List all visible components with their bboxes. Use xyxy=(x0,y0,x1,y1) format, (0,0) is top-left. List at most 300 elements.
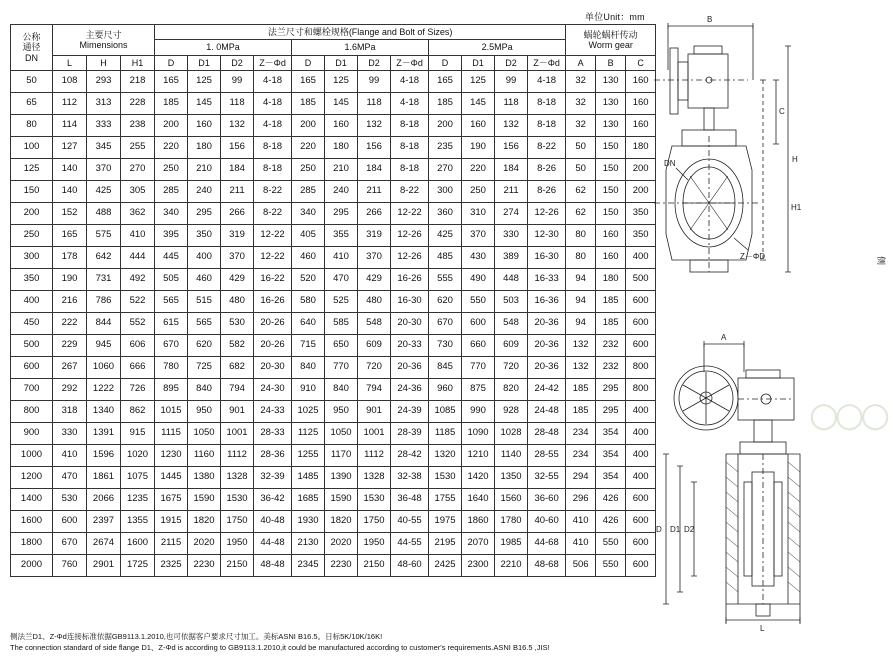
cell-dn: 400 xyxy=(11,291,53,313)
cell-A: 32 xyxy=(566,115,596,137)
cell-L: 190 xyxy=(53,269,87,291)
cell-D1-p16: 1390 xyxy=(325,467,358,489)
cell-H: 642 xyxy=(87,247,121,269)
cell-L: 530 xyxy=(53,489,87,511)
cell-D2-p25: 820 xyxy=(495,379,528,401)
cell-H1: 410 xyxy=(121,225,155,247)
cell-D-p10: 1115 xyxy=(155,423,188,445)
cell-D-p10: 445 xyxy=(155,247,188,269)
table-row xyxy=(11,291,656,313)
cell-D1-p25: 660 xyxy=(462,335,495,357)
cell-D1-p16: 125 xyxy=(325,71,358,93)
cell-D-p25: 620 xyxy=(429,291,462,313)
cell-D2-p16: 609 xyxy=(358,335,391,357)
cell-Zd-p25: 36-60 xyxy=(528,489,566,511)
cell-dn: 1000 xyxy=(11,445,53,467)
table-row xyxy=(11,533,656,555)
dim-label-B-top: B xyxy=(707,15,713,24)
cell-dn: 700 xyxy=(11,379,53,401)
cell-C: 800 xyxy=(626,357,656,379)
cell-Zd-p25: 20-36 xyxy=(528,335,566,357)
cell-D1-p16: 1820 xyxy=(325,511,358,533)
cell-Zd-p10: 24-33 xyxy=(254,401,292,423)
cell-dn: 1200 xyxy=(11,467,53,489)
header-H: H xyxy=(87,55,121,70)
table-row xyxy=(11,555,656,577)
cell-Zd-p10: 24-30 xyxy=(254,379,292,401)
cell-D1-p16: 585 xyxy=(325,313,358,335)
cell-D-p16: 520 xyxy=(292,269,325,291)
cell-D-p16: 580 xyxy=(292,291,325,313)
cell-D1-p16: 525 xyxy=(325,291,358,313)
header-dn-line2: 通径 xyxy=(22,42,41,53)
cell-Zd-p25: 12-26 xyxy=(528,203,566,225)
table-row xyxy=(11,511,656,533)
cell-H: 345 xyxy=(87,137,121,159)
cell-D-p10: 1675 xyxy=(155,489,188,511)
cell-Zd-p10: 36-42 xyxy=(254,489,292,511)
table-row xyxy=(11,181,656,203)
dim-label-D-bottom: D xyxy=(656,525,662,534)
cell-D2-p25: 274 xyxy=(495,203,528,225)
cell-B: 354 xyxy=(596,423,626,445)
cell-H1: 1355 xyxy=(121,511,155,533)
cell-Zd-p16: 32-38 xyxy=(391,467,429,489)
cell-dn: 350 xyxy=(11,269,53,291)
header-D-p16: D xyxy=(292,55,325,70)
cell-D1-p25: 770 xyxy=(462,357,495,379)
cell-B: 160 xyxy=(596,247,626,269)
table-row xyxy=(11,489,656,511)
cell-D-p25: 1975 xyxy=(429,511,462,533)
cell-D-p10: 165 xyxy=(155,71,188,93)
header-main-dimensions xyxy=(53,25,155,56)
header-L: L xyxy=(53,55,87,70)
cell-D2-p25: 99 xyxy=(495,71,528,93)
cell-D1-p25: 2070 xyxy=(462,533,495,555)
cell-D1-p10: 240 xyxy=(188,181,221,203)
cell-C: 400 xyxy=(626,467,656,489)
cell-L: 760 xyxy=(53,555,87,577)
cell-D1-p16: 1170 xyxy=(325,445,358,467)
cell-D-p10: 565 xyxy=(155,291,188,313)
cell-Zd-p10: 8-18 xyxy=(254,137,292,159)
cell-L: 330 xyxy=(53,423,87,445)
cell-D1-p10: 1590 xyxy=(188,489,221,511)
cell-D-p16: 2345 xyxy=(292,555,325,577)
cell-H1: 915 xyxy=(121,423,155,445)
cell-D1-p25: 1420 xyxy=(462,467,495,489)
cell-D1-p10: 2020 xyxy=(188,533,221,555)
cell-D1-p25: 190 xyxy=(462,137,495,159)
cell-L: 267 xyxy=(53,357,87,379)
header-pressure-2-5: 2.5MPa xyxy=(429,40,566,55)
cell-Zd-p10: 8-22 xyxy=(254,181,292,203)
header-Zd-p16: Z－Φd xyxy=(391,55,429,70)
cell-D2-p10: 2150 xyxy=(221,555,254,577)
cell-Zd-p16: 8-22 xyxy=(391,181,429,203)
cell-L: 140 xyxy=(53,159,87,181)
cell-H: 1340 xyxy=(87,401,121,423)
cell-H: 1861 xyxy=(87,467,121,489)
cell-D2-p10: 1530 xyxy=(221,489,254,511)
cell-D-p25: 200 xyxy=(429,115,462,137)
cell-L: 600 xyxy=(53,511,87,533)
cell-C: 160 xyxy=(626,71,656,93)
cell-D2-p25: 1560 xyxy=(495,489,528,511)
cell-D2-p25: 1985 xyxy=(495,533,528,555)
cell-H1: 1075 xyxy=(121,467,155,489)
cell-D1-p16: 770 xyxy=(325,357,358,379)
cell-Zd-p25: 16-30 xyxy=(528,247,566,269)
cell-D2-p16: 118 xyxy=(358,93,391,115)
cell-D2-p16: 480 xyxy=(358,291,391,313)
cell-Zd-p10: 20-26 xyxy=(254,313,292,335)
cell-H: 313 xyxy=(87,93,121,115)
cell-dn: 50 xyxy=(11,71,53,93)
cell-D2-p25: 609 xyxy=(495,335,528,357)
cell-A: 410 xyxy=(566,511,596,533)
spec-table-container xyxy=(10,24,649,577)
dim-label-H1-top: H1 xyxy=(791,203,802,212)
cell-C: 200 xyxy=(626,159,656,181)
cell-D2-p16: 1001 xyxy=(358,423,391,445)
cell-D1-p16: 355 xyxy=(325,225,358,247)
cell-D1-p16: 470 xyxy=(325,269,358,291)
cell-B: 232 xyxy=(596,357,626,379)
spec-table xyxy=(10,24,656,577)
cell-H1: 522 xyxy=(121,291,155,313)
cell-Zd-p25: 8-26 xyxy=(528,181,566,203)
cell-D2-p10: 1328 xyxy=(221,467,254,489)
cell-D2-p25: 720 xyxy=(495,357,528,379)
cell-D2-p16: 319 xyxy=(358,225,391,247)
cell-H: 1596 xyxy=(87,445,121,467)
cell-D2-p10: 582 xyxy=(221,335,254,357)
side-mark-label: 侧 xyxy=(876,255,886,265)
cell-C: 400 xyxy=(626,423,656,445)
cell-Zd-p10: 20-26 xyxy=(254,335,292,357)
cell-Zd-p25: 4-18 xyxy=(528,71,566,93)
cell-D1-p10: 180 xyxy=(188,137,221,159)
header-dn xyxy=(11,25,53,71)
table-row xyxy=(11,203,656,225)
cell-D-p10: 670 xyxy=(155,335,188,357)
cell-D2-p16: 132 xyxy=(358,115,391,137)
cell-C: 160 xyxy=(626,115,656,137)
cell-L: 165 xyxy=(53,225,87,247)
cell-L: 292 xyxy=(53,379,87,401)
dim-label-ZD: Z－ΦD xyxy=(740,252,766,261)
cell-D1-p10: 725 xyxy=(188,357,221,379)
cell-Zd-p16: 16-30 xyxy=(391,291,429,313)
cell-D1-p25: 1090 xyxy=(462,423,495,445)
cell-D-p16: 185 xyxy=(292,93,325,115)
cell-B: 150 xyxy=(596,159,626,181)
header-D1-p10: D1 xyxy=(188,55,221,70)
table-row xyxy=(11,357,656,379)
cell-dn: 1400 xyxy=(11,489,53,511)
cell-D-p10: 185 xyxy=(155,93,188,115)
table-row xyxy=(11,401,656,423)
cell-Zd-p25: 20-36 xyxy=(528,357,566,379)
cell-H1: 1725 xyxy=(121,555,155,577)
cell-H: 488 xyxy=(87,203,121,225)
cell-D-p10: 1015 xyxy=(155,401,188,423)
cell-D1-p10: 1820 xyxy=(188,511,221,533)
cell-B: 130 xyxy=(596,71,626,93)
header-D2-p16: D2 xyxy=(358,55,391,70)
cell-Zd-p10: 44-48 xyxy=(254,533,292,555)
dim-label-DN: DN xyxy=(664,159,676,168)
cell-D-p25: 2195 xyxy=(429,533,462,555)
cell-B: 354 xyxy=(596,445,626,467)
header-worm-en: Worm gear xyxy=(588,39,633,50)
cell-D2-p10: 319 xyxy=(221,225,254,247)
cell-D1-p25: 430 xyxy=(462,247,495,269)
dim-label-L-bottom: L xyxy=(760,624,765,632)
cell-C: 400 xyxy=(626,247,656,269)
cell-L: 229 xyxy=(53,335,87,357)
table-row xyxy=(11,247,656,269)
cell-dn: 125 xyxy=(11,159,53,181)
cell-D1-p10: 145 xyxy=(188,93,221,115)
cell-D2-p10: 901 xyxy=(221,401,254,423)
cell-B: 130 xyxy=(596,115,626,137)
cell-D1-p25: 550 xyxy=(462,291,495,313)
dim-label-H-top: H xyxy=(792,155,798,164)
cell-D2-p16: 548 xyxy=(358,313,391,335)
cell-Zd-p25: 16-36 xyxy=(528,291,566,313)
cell-D2-p25: 1028 xyxy=(495,423,528,445)
cell-Zd-p16: 8-18 xyxy=(391,159,429,181)
cell-Zd-p16: 20-36 xyxy=(391,357,429,379)
cell-D1-p10: 160 xyxy=(188,115,221,137)
cell-D2-p10: 429 xyxy=(221,269,254,291)
cell-D2-p10: 156 xyxy=(221,137,254,159)
cell-dn: 300 xyxy=(11,247,53,269)
header-dn-line3: DN xyxy=(25,52,38,63)
cell-D2-p25: 1350 xyxy=(495,467,528,489)
cell-D1-p25: 1860 xyxy=(462,511,495,533)
header-main-en: Mimensions xyxy=(79,39,128,50)
cell-B: 130 xyxy=(596,93,626,115)
cell-D-p25: 1530 xyxy=(429,467,462,489)
cell-Zd-p10: 48-48 xyxy=(254,555,292,577)
cell-D-p10: 340 xyxy=(155,203,188,225)
cell-dn: 900 xyxy=(11,423,53,445)
cell-Zd-p10: 12-22 xyxy=(254,247,292,269)
cell-D2-p10: 132 xyxy=(221,115,254,137)
cell-D1-p25: 600 xyxy=(462,313,495,335)
cell-D-p16: 715 xyxy=(292,335,325,357)
dim-label-A-bottom: A xyxy=(721,333,727,342)
dim-label-D2-bottom: D2 xyxy=(684,525,695,534)
cell-Zd-p16: 40-55 xyxy=(391,511,429,533)
cell-D-p25: 1185 xyxy=(429,423,462,445)
cell-D-p25: 360 xyxy=(429,203,462,225)
cell-Zd-p16: 12-22 xyxy=(391,203,429,225)
cell-D1-p16: 160 xyxy=(325,115,358,137)
cell-H1: 255 xyxy=(121,137,155,159)
cell-D2-p10: 530 xyxy=(221,313,254,335)
cell-D2-p10: 99 xyxy=(221,71,254,93)
cell-B: 185 xyxy=(596,291,626,313)
cell-B: 180 xyxy=(596,269,626,291)
cell-D2-p10: 1112 xyxy=(221,445,254,467)
cell-dn: 600 xyxy=(11,357,53,379)
cell-C: 400 xyxy=(626,445,656,467)
cell-C: 600 xyxy=(626,533,656,555)
cell-D1-p10: 515 xyxy=(188,291,221,313)
cell-D1-p16: 840 xyxy=(325,379,358,401)
table-row xyxy=(11,379,656,401)
cell-D-p25: 185 xyxy=(429,93,462,115)
table-header-row-1 xyxy=(11,25,656,40)
cell-D2-p25: 548 xyxy=(495,313,528,335)
cell-dn: 500 xyxy=(11,335,53,357)
cell-D-p16: 220 xyxy=(292,137,325,159)
header-worm-gear xyxy=(566,25,656,56)
cell-C: 400 xyxy=(626,401,656,423)
cell-C: 180 xyxy=(626,137,656,159)
cell-D2-p16: 266 xyxy=(358,203,391,225)
table-row xyxy=(11,93,656,115)
table-row xyxy=(11,467,656,489)
cell-D2-p16: 184 xyxy=(358,159,391,181)
cell-A: 234 xyxy=(566,423,596,445)
cell-D2-p16: 2150 xyxy=(358,555,391,577)
cell-D-p10: 220 xyxy=(155,137,188,159)
cell-D1-p10: 1160 xyxy=(188,445,221,467)
cell-H: 370 xyxy=(87,159,121,181)
cell-D-p16: 1930 xyxy=(292,511,325,533)
cell-L: 114 xyxy=(53,115,87,137)
table-header-row-3 xyxy=(11,55,656,70)
cell-D-p25: 2425 xyxy=(429,555,462,577)
cell-L: 216 xyxy=(53,291,87,313)
table-row xyxy=(11,423,656,445)
cell-D2-p25: 156 xyxy=(495,137,528,159)
cell-D1-p10: 460 xyxy=(188,269,221,291)
cell-D2-p25: 184 xyxy=(495,159,528,181)
cell-D1-p10: 620 xyxy=(188,335,221,357)
cell-H1: 238 xyxy=(121,115,155,137)
cell-C: 600 xyxy=(626,511,656,533)
cell-D2-p10: 1750 xyxy=(221,511,254,533)
cell-Zd-p16: 4-18 xyxy=(391,93,429,115)
cell-A: 94 xyxy=(566,269,596,291)
drawing-top-valve xyxy=(648,10,888,330)
dim-label-C-top: C xyxy=(779,107,785,116)
cell-L: 410 xyxy=(53,445,87,467)
cell-H1: 492 xyxy=(121,269,155,291)
cell-Zd-p10: 16-22 xyxy=(254,269,292,291)
header-worm-cn: 蜗轮蜗杆传动 xyxy=(583,29,638,40)
cell-D-p16: 460 xyxy=(292,247,325,269)
cell-Zd-p25: 8-22 xyxy=(528,137,566,159)
header-A: A xyxy=(566,55,596,70)
cell-D2-p25: 389 xyxy=(495,247,528,269)
cell-D2-p16: 429 xyxy=(358,269,391,291)
cell-A: 410 xyxy=(566,533,596,555)
cell-D1-p16: 410 xyxy=(325,247,358,269)
cell-D-p10: 780 xyxy=(155,357,188,379)
cell-D2-p10: 1950 xyxy=(221,533,254,555)
cell-D2-p16: 1112 xyxy=(358,445,391,467)
cell-H: 1391 xyxy=(87,423,121,445)
cell-C: 200 xyxy=(626,181,656,203)
cell-A: 294 xyxy=(566,467,596,489)
cell-D1-p10: 295 xyxy=(188,203,221,225)
cell-D-p25: 555 xyxy=(429,269,462,291)
cell-H1: 1235 xyxy=(121,489,155,511)
cell-H: 2397 xyxy=(87,511,121,533)
table-row xyxy=(11,115,656,137)
footnotes xyxy=(10,632,670,654)
cell-H1: 270 xyxy=(121,159,155,181)
cell-D-p16: 405 xyxy=(292,225,325,247)
cell-D2-p16: 720 xyxy=(358,357,391,379)
cell-C: 500 xyxy=(626,269,656,291)
cell-B: 150 xyxy=(596,181,626,203)
cell-H: 731 xyxy=(87,269,121,291)
cell-D2-p25: 118 xyxy=(495,93,528,115)
header-D-p10: D xyxy=(155,55,188,70)
cell-A: 50 xyxy=(566,159,596,181)
cell-D1-p10: 400 xyxy=(188,247,221,269)
cell-H1: 606 xyxy=(121,335,155,357)
cell-D1-p25: 145 xyxy=(462,93,495,115)
table-row xyxy=(11,137,656,159)
cell-H: 425 xyxy=(87,181,121,203)
cell-D-p16: 1125 xyxy=(292,423,325,445)
cell-D2-p16: 1950 xyxy=(358,533,391,555)
header-pressure-1-6: 1.6MPa xyxy=(292,40,429,55)
cell-D1-p16: 650 xyxy=(325,335,358,357)
drawing-top-svg xyxy=(648,10,888,330)
cell-B: 550 xyxy=(596,555,626,577)
table-row xyxy=(11,335,656,357)
cell-D-p16: 2130 xyxy=(292,533,325,555)
cell-D2-p25: 503 xyxy=(495,291,528,313)
cell-D-p10: 895 xyxy=(155,379,188,401)
cell-H: 2066 xyxy=(87,489,121,511)
cell-D1-p25: 250 xyxy=(462,181,495,203)
cell-Zd-p10: 4-18 xyxy=(254,71,292,93)
header-B: B xyxy=(596,55,626,70)
cell-D-p25: 1085 xyxy=(429,401,462,423)
cell-A: 32 xyxy=(566,93,596,115)
cell-D1-p25: 370 xyxy=(462,225,495,247)
cell-Zd-p10: 16-26 xyxy=(254,291,292,313)
footnote-chinese: 侧法兰D1、Z-Φd连接标准依据GB9113.1.2010,也可依据客户要求尺寸加工。美标ASNI B16.5。日标5K/10K/16K! xyxy=(10,632,383,641)
cell-A: 132 xyxy=(566,357,596,379)
header-D1-p16: D1 xyxy=(325,55,358,70)
cell-H1: 862 xyxy=(121,401,155,423)
cell-Zd-p25: 20-36 xyxy=(528,313,566,335)
cell-D-p25: 235 xyxy=(429,137,462,159)
cell-D-p16: 910 xyxy=(292,379,325,401)
cell-H: 1060 xyxy=(87,357,121,379)
watermark-decoration: ○○○ xyxy=(808,395,886,435)
cell-A: 234 xyxy=(566,445,596,467)
cell-D-p10: 250 xyxy=(155,159,188,181)
header-D1-p25: D1 xyxy=(462,55,495,70)
cell-D2-p16: 1750 xyxy=(358,511,391,533)
cell-D1-p25: 875 xyxy=(462,379,495,401)
cell-Zd-p25: 8-18 xyxy=(528,93,566,115)
